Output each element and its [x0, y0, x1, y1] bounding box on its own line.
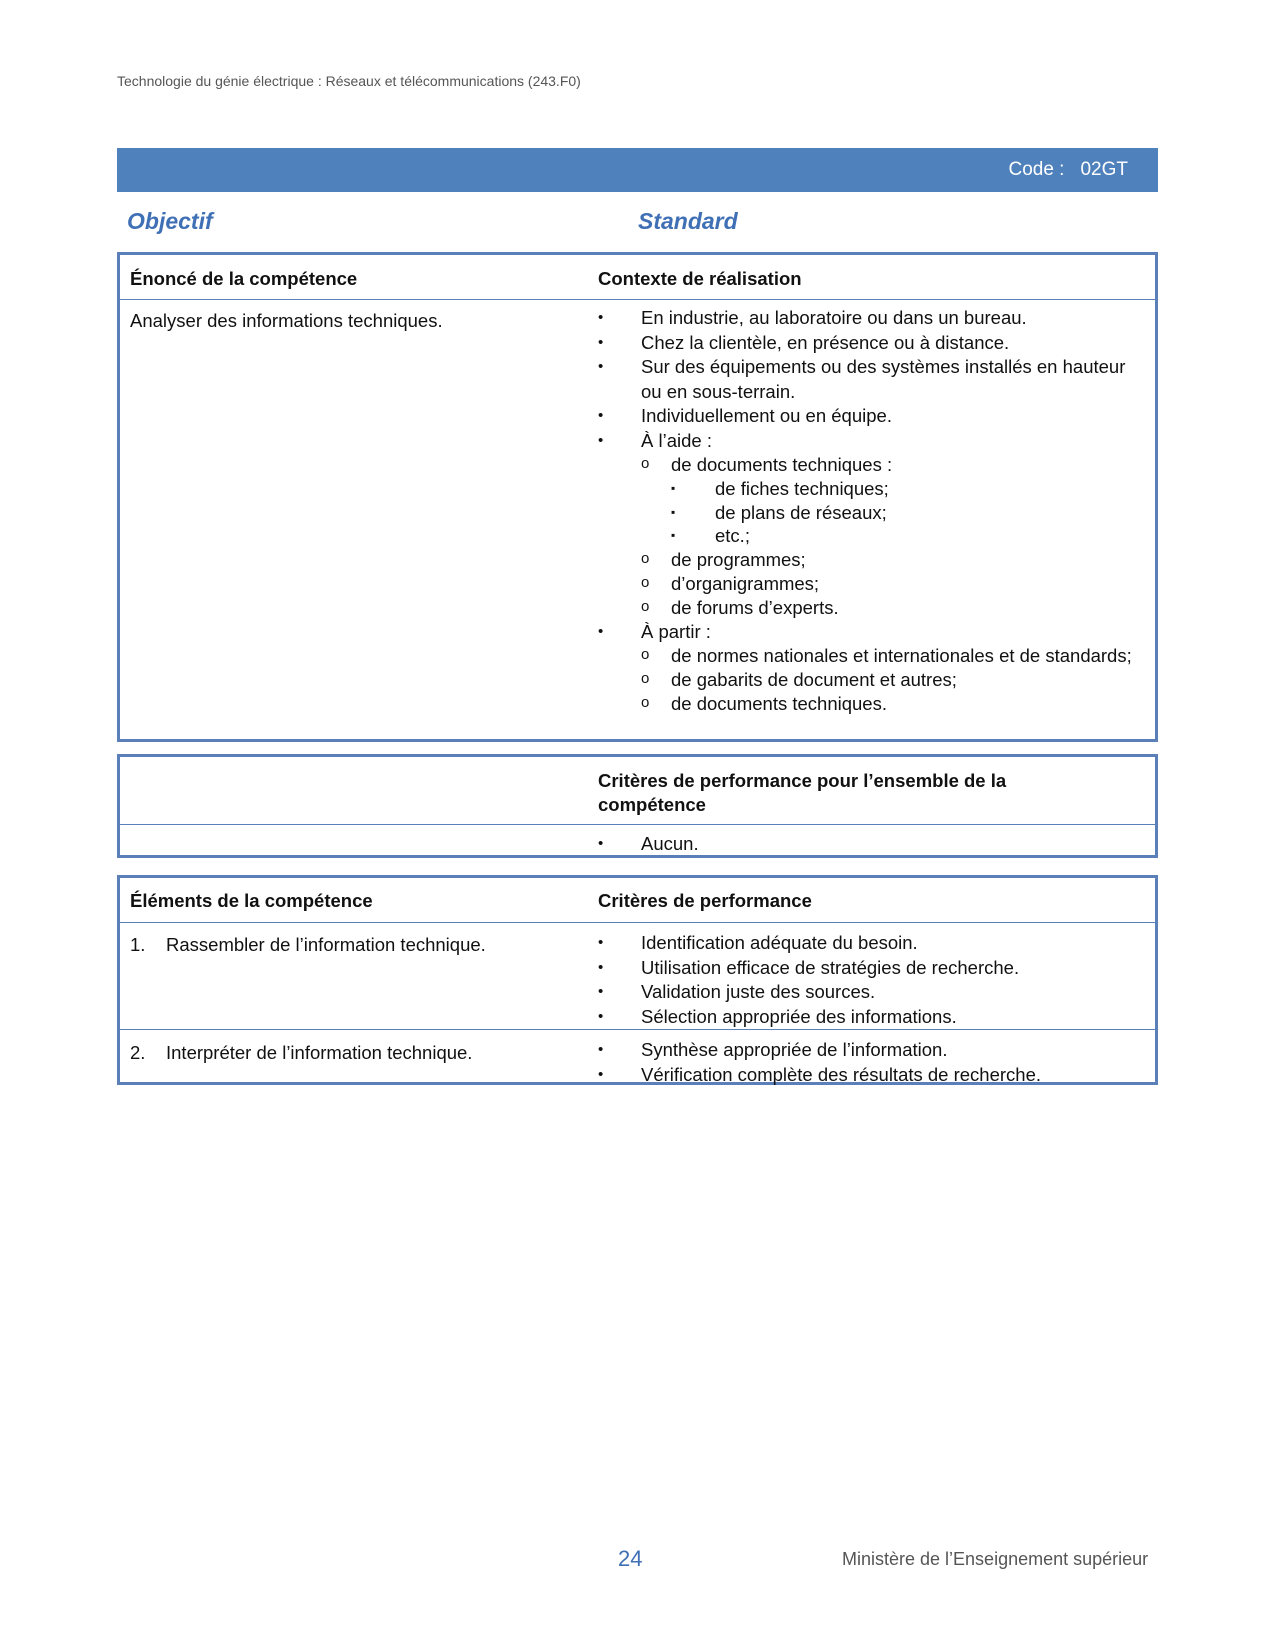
list-item: o de forums d’experts. — [641, 596, 1135, 620]
list-item: o de gabarits de document et autres; — [641, 668, 1135, 692]
element-2 — [130, 1042, 472, 1064]
list-item: o de normes nationales et internationales et de standards; — [641, 644, 1135, 668]
context-list — [598, 306, 1135, 716]
element-row-2 — [120, 1030, 1155, 1086]
documents-label: de documents techniques : — [671, 454, 893, 475]
list-item: ▪ etc.; — [671, 524, 1135, 548]
element-row-1 — [120, 923, 1155, 1030]
element-2-criteria — [598, 1038, 1135, 1087]
aide-label: À l’aide : — [641, 429, 712, 451]
list-item: • Sélection appropriée des informations. — [598, 1005, 1135, 1030]
code-value: 02GT — [1080, 159, 1128, 180]
element-1-label: Rassembler de l’information technique. — [166, 934, 486, 955]
list-item: • Synthèse appropriée de l’information. — [598, 1038, 1135, 1063]
code-band — [117, 148, 1158, 192]
list-item: o de documents techniques. — [641, 692, 1135, 716]
element-1-number: 1. — [130, 934, 146, 955]
overall-criteria-header: Critères de performance pour l’ensemble de la compétence — [598, 770, 1007, 815]
list-item: o de programmes; — [641, 548, 1135, 572]
list-item: • Vérification complète des résultats de recherche. — [598, 1063, 1135, 1088]
list-item: • En industrie, au laboratoire ou dans un bureau. — [598, 306, 1135, 331]
code-label — [1008, 159, 1128, 181]
elements-header: Éléments de la compétence — [130, 890, 373, 911]
list-item: • Sur des équipements ou des systèmes installés en hauteur ou en sous-terrain. — [598, 355, 1135, 404]
list-item: • Identification adéquate du besoin. — [598, 931, 1135, 956]
list-item: ▪ de fiches techniques; — [671, 477, 1135, 501]
overall-criteria-list — [598, 832, 1135, 857]
overall-criteria-table — [117, 754, 1158, 858]
element-1 — [130, 934, 486, 956]
list-item: • Individuellement ou en équipe. — [598, 404, 1135, 429]
running-header: Technologie du génie électrique : Réseaux et télécommunications (243.F0) — [117, 73, 581, 89]
list-item-partir — [598, 620, 1135, 717]
context-header: Contexte de réalisation — [598, 268, 802, 289]
list-item — [641, 453, 1135, 548]
list-item: o d’organigrammes; — [641, 572, 1135, 596]
list-item: • Aucun. — [598, 832, 1135, 857]
element-2-number: 2. — [130, 1042, 146, 1063]
elements-table-header — [120, 878, 1155, 923]
criteria-header: Critères de performance — [598, 890, 812, 911]
list-item: ▪ de plans de réseaux; — [671, 501, 1135, 525]
competence-statement: Analyser des informations techniques. — [130, 310, 443, 331]
competence-table — [117, 252, 1158, 742]
code-label-text: Code : — [1008, 159, 1065, 180]
standard-label: Standard — [638, 208, 738, 234]
list-item: • Chez la clientèle, en présence ou à distance. — [598, 331, 1135, 356]
partir-label: À partir : — [641, 620, 711, 642]
competence-table-header — [120, 255, 1155, 300]
overall-criteria-header-row — [120, 757, 1155, 825]
footer-ministry: Ministère de l’Enseignement supérieur — [842, 1549, 1149, 1569]
objective-label: Objectif — [127, 208, 213, 234]
element-2-label: Interpréter de l’information technique. — [166, 1042, 473, 1063]
list-item: • Utilisation efficace de stratégies de recherche. — [598, 956, 1135, 981]
list-item-aide — [598, 429, 1135, 620]
elements-table — [117, 875, 1158, 1085]
list-item: • Validation juste des sources. — [598, 980, 1135, 1005]
page-number: 24 — [618, 1546, 643, 1571]
competence-statement-header: Énoncé de la compétence — [130, 268, 358, 289]
element-1-criteria — [598, 931, 1135, 1029]
